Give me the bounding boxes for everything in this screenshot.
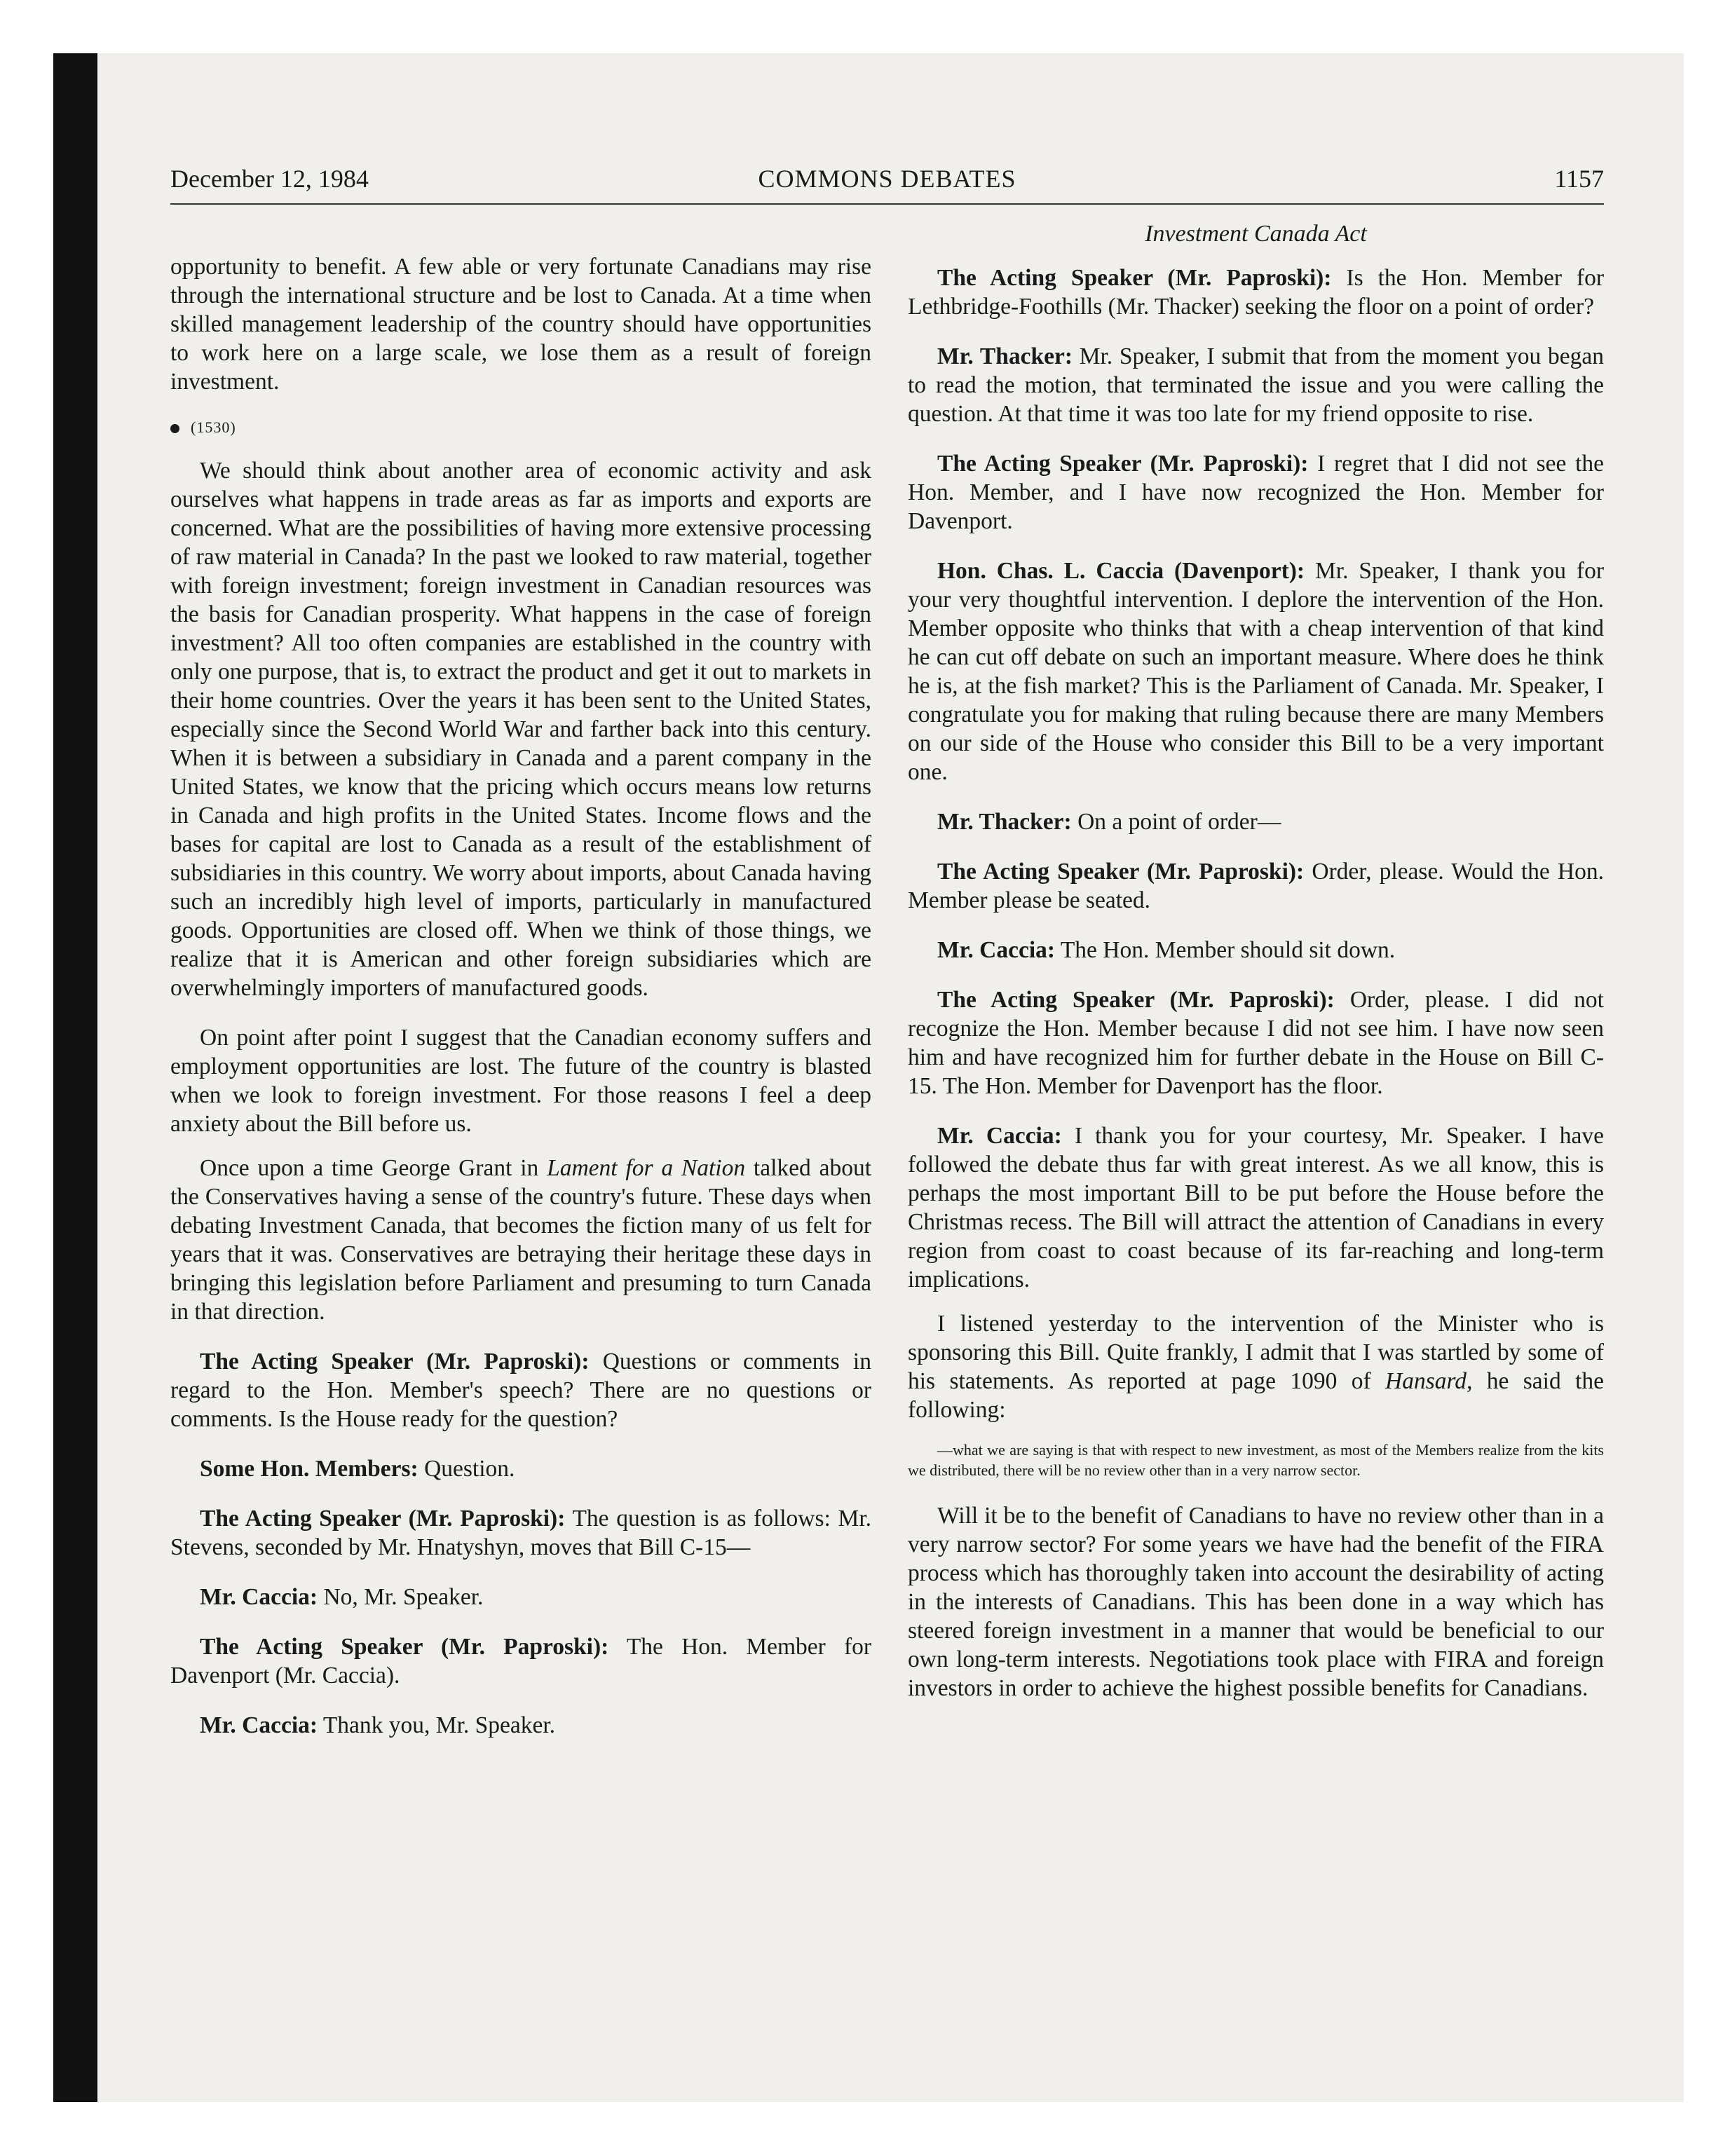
speaker-name: Mr. Thacker: <box>937 809 1072 835</box>
right-column <box>908 219 1604 1724</box>
book-title: Lament for a Nation <box>547 1155 746 1181</box>
publication-name: Hansard <box>1385 1368 1467 1394</box>
speech-text: Order, please. Would the Hon. Member please be seated. <box>908 859 1604 913</box>
header-page-number: 1157 <box>1554 165 1604 193</box>
speaker-name: The Acting Speaker (Mr. Paproski): <box>200 1349 590 1374</box>
speech-text: No, Mr. Speaker. <box>318 1584 484 1610</box>
speech-text: Order, please. I did not recognize the Hon. Member because I did not see him. I have now seen him and have recognized him for further debate in the House on Bill C-15. The Hon. Member for Davenport has the floor. <box>908 987 1604 1099</box>
speaker-name: Mr. Caccia: <box>200 1584 318 1610</box>
paragraph <box>908 1309 1604 1424</box>
speech-text: Mr. Speaker, I submit that from the moment you began to read the motion, that terminated the issue and you were calling the question. At that time it was too late for my friend opposite to rise. <box>908 343 1604 427</box>
speech-text: Is the Hon. Member for Lethbridge-Foothills (Mr. Thacker) seeking the floor on a point of order? <box>908 265 1604 320</box>
speech-text: Mr. Speaker, I thank you for your very thoughtful intervention. I deplore the intervention of the Hon. Member opposite who thinks that with a cheap intervention of that kind he can cut off debate on such an important measure. Where does he think he is, at the fish market? This is the Parliament of Canada. Mr. Speaker, I congratulate you for making that ruling because there are many Members on our side of the House who consider this Bill to be a very important one. <box>908 558 1604 785</box>
speech <box>170 1504 871 1562</box>
speech <box>170 1583 871 1611</box>
speaker-name: Some Hon. Members: <box>200 1456 419 1482</box>
header-date: December 12, 1984 <box>170 165 369 193</box>
block-quote: —what we are saying is that with respect to new investment, as most of the Members realize from the kits we distributed, there will be no review other than in a very narrow sector. <box>908 1441 1604 1479</box>
header-publication-title: COMMONS DEBATES <box>758 165 1016 193</box>
speech <box>908 936 1604 964</box>
speech <box>170 1711 871 1740</box>
paragraph-text: talked about the Conservatives having a sense of the country's future. These days when debating Investment Canada, that becomes the fiction many of us felt for years that it was. Conservatives are betraying their heritage these days in bringing this legislation before Parliament and presuming to turn Canada in that direction. <box>170 1155 871 1325</box>
speaker-name: Mr. Thacker: <box>937 343 1073 369</box>
paragraph-text: I listened yesterday to the intervention of the Minister who is sponsoring this Bill. Quite frankly, I admit that I was startled by some of his statements. As reported at page 1090 of <box>908 1311 1604 1394</box>
speaker-name: The Acting Speaker (Mr. Paproski): <box>937 859 1305 885</box>
time-marker <box>170 417 871 438</box>
time-marker-text: (1530) <box>191 418 236 436</box>
speech <box>908 807 1604 836</box>
speaker-name: Mr. Caccia: <box>200 1712 318 1738</box>
speaker-name: The Acting Speaker (Mr. Paproski): <box>937 987 1335 1013</box>
page-header <box>170 161 1604 205</box>
speech-text: I regret that I did not see the Hon. Member, and I have now recognized the Hon. Member for Davenport. <box>908 451 1604 534</box>
speech <box>170 1632 871 1690</box>
speech-text: Thank you, Mr. Speaker. <box>318 1712 556 1738</box>
speech <box>908 1121 1604 1294</box>
speech <box>908 264 1604 321</box>
speech <box>908 985 1604 1100</box>
paragraph: Will it be to the benefit of Canadians to have no review other than in a very narrow sector? For some years we have had the benefit of the FIRA process which has thoroughly taken into account the desirability of acting in the interests of Canadians. This has been done in a way which has steered foreign investment in a manner that would be beneficial to our own long-term interests. Negotiations took place with FIRA and foreign investors in order to achieve the highest possible benefits for Canadians. <box>908 1503 1604 1701</box>
scan-edge-bar <box>53 53 97 2102</box>
speech <box>908 449 1604 535</box>
speaker-name: Hon. Chas. L. Caccia (Davenport): <box>937 558 1305 584</box>
speaker-name: The Acting Speaker (Mr. Paproski): <box>937 265 1332 291</box>
speech <box>908 342 1604 428</box>
speaker-name: The Acting Speaker (Mr. Paproski): <box>200 1506 566 1531</box>
speaker-name: The Acting Speaker (Mr. Paproski): <box>937 451 1309 477</box>
speech <box>908 857 1604 915</box>
paragraph-text: Once upon a time George Grant in <box>200 1155 547 1181</box>
left-column <box>170 252 871 1761</box>
speaker-name: The Acting Speaker (Mr. Paproski): <box>200 1634 609 1660</box>
section-title: Investment Canada Act <box>1145 221 1367 247</box>
speech-text: Question. <box>418 1456 515 1482</box>
paragraph: We should think about another area of economic activity and ask ourselves what happens in trade areas as far as imports and exports are concerned. What are the possibilities of having more extensive processing of raw material in Canada? In the past we looked to raw material, together with foreign investment; foreign investment in Canadian resources was the basis for Canadian prosperity. What happens in the case of foreign investment? All too often companies are established in the country with only one purpose, that is, to extract the product and get it out to markets in their home countries. Over the years it has been sent to the United States, especially since the Second World War and farther back into this century. When it is between a subsidiary in Canada and a parent company in the United States, we know that the pricing which occurs means low returns in Canada and high profits in the United States. Income flows and the bases for capital are lost to Canada as a result of the establishment of subsidiaries in this country. We worry about imports, about Canada having such an incredibly high level of imports, particularly in manufactured goods. Opportunities are closed off. When we think of those things, we realize that it is American and other foreign subsidiaries which are overwhelmingly importers of manufactured goods. <box>170 458 871 1001</box>
speech <box>170 1454 871 1483</box>
speech-text: I thank you for your courtesy, Mr. Speaker. I have followed the debate thus far with great interest. As we all know, this is perhaps the most important Bill to be put before the House before the Christmas recess. The Bill will attract the attention of Canadians in every region from coast to coast because of its far-reaching and long-term implications. <box>908 1123 1604 1292</box>
bullet-icon <box>170 424 179 433</box>
speech <box>908 557 1604 786</box>
speech-text: The question is as follows: Mr. Stevens, seconded by Mr. Hnatyshyn, moves that Bill C-15— <box>170 1506 871 1560</box>
speech-text: The Hon. Member should sit down. <box>1055 937 1396 963</box>
speech-text: Questions or comments in regard to the Hon. Member's speech? There are no questions or comments. Is the House ready for the question? <box>170 1349 871 1432</box>
paragraph-text: , he said the following: <box>908 1368 1605 1423</box>
speech-text: The Hon. Member for Davenport (Mr. Caccia). <box>170 1634 872 1688</box>
paragraph <box>170 1154 871 1326</box>
speech-text: On a point of order— <box>1071 809 1281 835</box>
speaker-name: Mr. Caccia: <box>937 1123 1062 1149</box>
paragraph: On point after point I suggest that the Canadian economy suffers and employment opportunities are lost. The future of the country is blasted when we look to foreign investment. For those reasons I feel a deep anxiety about the Bill before us. <box>170 1025 871 1137</box>
speech <box>170 1347 871 1433</box>
paragraph: opportunity to benefit. A few able or very fortunate Canadians may rise through the international structure and be lost to Canada. At a time when skilled management leadership of the country should have opportunities to work here on a large scale, we lose them as a result of foreign investment. <box>170 254 871 395</box>
speaker-name: Mr. Caccia: <box>937 937 1056 963</box>
